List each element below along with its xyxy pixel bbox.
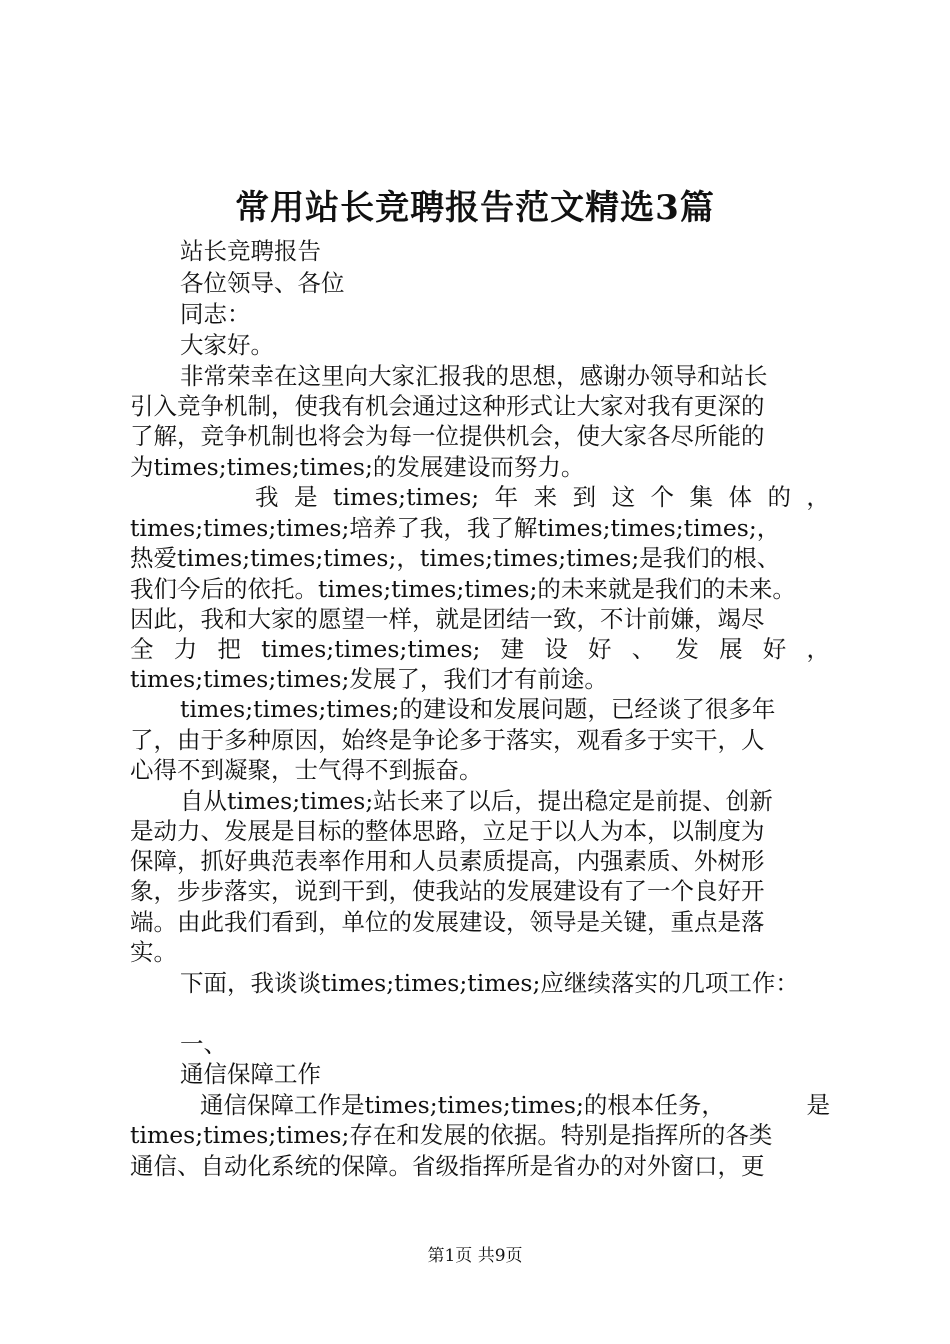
paragraph-line: 热爱times;times;times;，times;times;times;是我们的根、 bbox=[130, 544, 781, 572]
justified-line bbox=[130, 634, 830, 664]
justified-word: 设 bbox=[544, 635, 568, 663]
justified-word: 好 bbox=[762, 635, 787, 663]
justified-word: 发 bbox=[675, 635, 699, 663]
paragraph-line: 通信、自动化系统的保障。省级指挥所是省办的对外窗口，更 bbox=[130, 1152, 765, 1180]
justified-word: 是 bbox=[806, 1091, 830, 1119]
justified-word: 展 bbox=[719, 635, 743, 663]
section-number: 一、 bbox=[180, 1030, 227, 1058]
justified-word: 通信保障工作是times;times;times;的根本任务， bbox=[200, 1091, 725, 1119]
justified-word: ， bbox=[806, 635, 830, 663]
paragraph-line: 自从times;times;站长来了以后，提出稳定是前提、创新 bbox=[180, 787, 773, 815]
document-title: 常用站长竞聘报告范文精选3篇 bbox=[235, 188, 715, 228]
justified-word: 的 bbox=[767, 483, 791, 511]
justified-word: times;times;times; bbox=[261, 635, 481, 663]
paragraph-line: 我们今后的依托。times;times;times;的未来就是我们的未来。 bbox=[130, 575, 796, 603]
paragraph-line: 引入竞争机制，使我有机会通过这种形式让大家对我有更深的 bbox=[130, 392, 765, 420]
page-number: 第1页 共9页 bbox=[427, 1246, 523, 1266]
justified-word: 把 bbox=[217, 635, 241, 663]
paragraph-line: 端。由此我们看到，单位的发展建设，领导是关键，重点是落 bbox=[130, 908, 765, 936]
paragraph-line: 心得不到凝聚，士气得不到振奋。 bbox=[130, 756, 483, 784]
paragraph-line: 因此，我和大家的愿望一样，就是团结一致，不计前嫌，竭尽 bbox=[130, 605, 765, 633]
paragraph-line: 同志： bbox=[180, 300, 251, 328]
paragraph-line: 了解，竞争机制也将会为每一位提供机会，使大家各尽所能的 bbox=[130, 422, 765, 450]
justified-word: 这 bbox=[611, 483, 636, 511]
justified-word: times;times; bbox=[332, 483, 480, 511]
paragraph-line: 保障，抓好典范表率作用和人员素质提高，内强素质、外树形 bbox=[130, 847, 765, 875]
paragraph-line: 为times;times;times;的发展建设而努力。 bbox=[130, 453, 585, 481]
justified-word: 到 bbox=[572, 483, 597, 511]
justified-word: 力 bbox=[173, 635, 198, 663]
section-heading: 通信保障工作 bbox=[180, 1060, 321, 1088]
paragraph-line: times;times;times;发展了，我们才有前途。 bbox=[130, 665, 608, 693]
justified-word: 个 bbox=[650, 483, 675, 511]
paragraph-line: 实。 bbox=[130, 938, 177, 966]
paragraph-line: 非常荣幸在这里向大家汇报我的思想，感谢办领导和站长 bbox=[180, 362, 768, 390]
paragraph-line: 是动力、发展是目标的整体思路，立足于以人为本，以制度为 bbox=[130, 817, 765, 845]
paragraph-line: 了，由于多种原因，始终是争论多于落实，观看多于实干，人 bbox=[130, 726, 765, 754]
justified-line bbox=[200, 1090, 830, 1120]
justified-word: 是 bbox=[293, 483, 318, 511]
justified-word: 我 bbox=[255, 483, 279, 511]
justified-word: 体 bbox=[728, 483, 752, 511]
justified-word: 好 bbox=[588, 635, 612, 663]
paragraph-line: times;times;times;培养了我，我了解times;times;times;， bbox=[130, 514, 781, 542]
paragraph-line: 象，步步落实，说到干到，使我站的发展建设有了一个良好开 bbox=[130, 877, 765, 905]
paragraph-line: 下面，我谈谈times;times;times;应继续落实的几项工作： bbox=[180, 969, 799, 997]
justified-word: 建 bbox=[500, 635, 525, 663]
justified-word: 全 bbox=[130, 635, 154, 663]
justified-word: ， bbox=[806, 483, 830, 511]
paragraph-line: 站长竞聘报告 bbox=[180, 237, 321, 265]
justified-word: 、 bbox=[631, 635, 656, 663]
paragraph-line: 大家好。 bbox=[180, 331, 274, 359]
paragraph-line: times;times;times;存在和发展的依据。特别是指挥所的各类 bbox=[130, 1121, 773, 1149]
justified-word: 集 bbox=[689, 483, 714, 511]
paragraph-line: 各位领导、各位 bbox=[180, 269, 345, 297]
justified-word: 年 bbox=[494, 483, 519, 511]
justified-line bbox=[255, 482, 830, 512]
justified-word: 来 bbox=[533, 483, 558, 511]
paragraph-line: times;times;times;的建设和发展问题，已经谈了很多年 bbox=[180, 695, 776, 723]
